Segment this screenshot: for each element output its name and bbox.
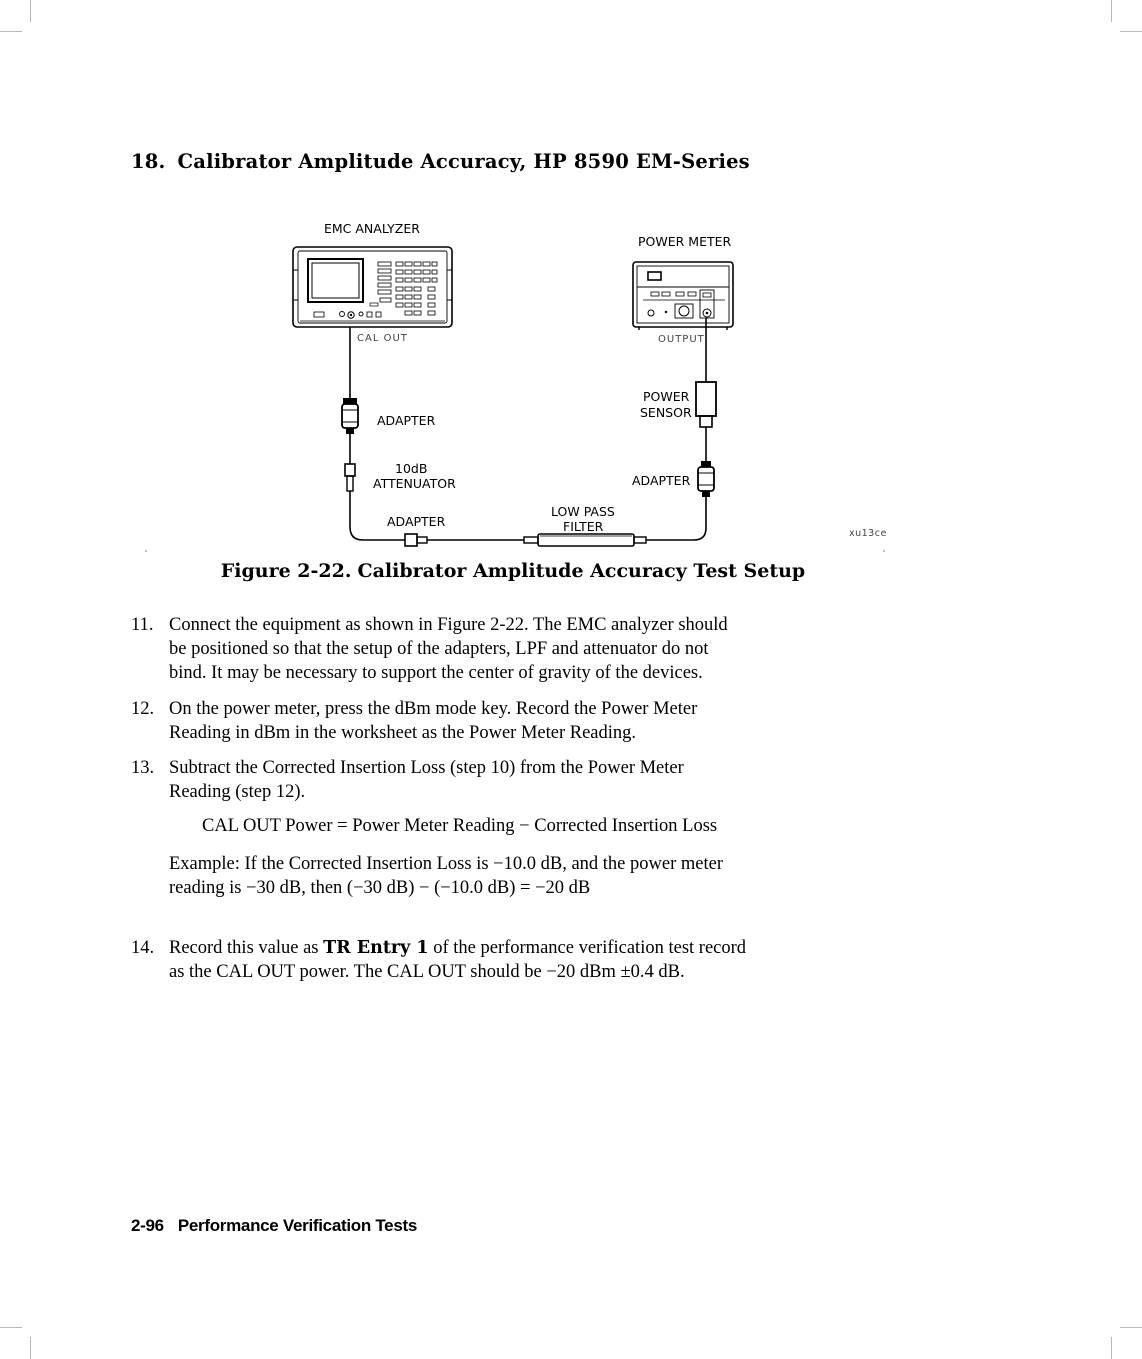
step-text-line: Reading (step 12). (169, 782, 306, 802)
step-number: 12. (131, 699, 155, 719)
step-11 (131, 613, 911, 685)
figure-title: Calibrator Amplitude Accuracy Test Setup (357, 560, 806, 582)
attenuator-label-line1: 10dB (395, 461, 428, 476)
output-label: OUTPUT (658, 334, 705, 345)
step-12 (131, 697, 911, 745)
cal-out-equation: CAL OUT Power = Power Meter Reading − Corrected Insertion Loss (202, 816, 718, 836)
section-title: Calibrator Amplitude Accuracy, HP 8590 EM-Series (177, 150, 750, 173)
step-text-line: be positioned so that the setup of the adapters, LPF and attenuator do not (169, 639, 709, 659)
emc-analyzer-device (293, 247, 452, 327)
section-heading (131, 150, 750, 173)
step-number: 11. (131, 615, 154, 635)
step-text: of the performance verification test record (428, 938, 747, 958)
example-block (131, 852, 911, 900)
adapter-right-label: ADAPTER (632, 473, 691, 488)
step-text-line: On the power meter, press the dBm mode key. Record the Power Meter (169, 699, 698, 719)
low-pass-filter-label-line2: FILTER (563, 519, 604, 534)
figure-label: Figure 2-22. (220, 560, 352, 582)
crop-mark (1120, 1327, 1142, 1328)
power-sensor-label-line1: POWER (643, 389, 690, 404)
step-13 (131, 756, 911, 804)
step-text-line: Subtract the Corrected Insertion Loss (step 10) from the Power Meter (169, 758, 684, 778)
adapter-bottom-label: ADAPTER (387, 514, 446, 529)
step-text-line: as the CAL OUT power. The CAL OUT should be −20 dBm ±0.4 dB. (169, 962, 685, 982)
page-number: 2-96 (131, 1216, 164, 1235)
tr-entry-reference: TR Entry 1 (323, 938, 429, 958)
crop-mark (1111, 1337, 1112, 1359)
footer-title: Performance Verification Tests (177, 1216, 417, 1235)
power-meter-device (633, 262, 733, 330)
low-pass-filter (524, 534, 646, 546)
step-text: Record this value as (169, 938, 324, 958)
cal-out-label: CAL OUT (357, 333, 408, 344)
power-meter-label: POWER METER (638, 234, 732, 249)
step-number: 14. (131, 938, 155, 958)
figure-corner-dot (883, 550, 885, 552)
section-number: 18. (131, 150, 166, 173)
figure-corner-dot (145, 550, 147, 552)
crop-mark (0, 31, 22, 32)
test-setup-diagram (0, 200, 1142, 560)
example-line: Example: If the Corrected Insertion Loss is −10.0 dB, and the power meter (169, 854, 723, 874)
page-footer (131, 1216, 417, 1236)
example-line: reading is −30 dB, then (−30 dB) − (−10.0 dB) = −20 dB (169, 878, 591, 898)
crop-mark (0, 1327, 22, 1328)
crop-mark (1111, 0, 1112, 22)
adapter-top-label: ADAPTER (377, 413, 436, 428)
figure-id-label: xu13ce (849, 528, 887, 539)
low-pass-filter-label-line1: LOW PASS (551, 504, 615, 519)
step-14 (131, 936, 911, 984)
attenuator-label-line2: ATTENUATOR (373, 476, 456, 491)
step-number: 13. (131, 758, 155, 778)
step-text-line: Reading in dBm in the worksheet as the Power Meter Reading. (169, 723, 637, 743)
emc-analyzer-label: EMC ANALYZER (324, 221, 420, 236)
crop-mark (30, 0, 31, 22)
crop-mark (1120, 31, 1142, 32)
right-cable-chain (646, 318, 716, 540)
crop-mark (30, 1337, 31, 1359)
step-text-line: bind. It may be necessary to support the center of gravity of the devices. (169, 663, 703, 683)
figure-caption (0, 560, 1026, 582)
power-sensor-label-line2: SENSOR (640, 405, 692, 420)
step-text-line: Connect the equipment as shown in Figure 2-22. The EMC analyzer should (169, 615, 728, 635)
